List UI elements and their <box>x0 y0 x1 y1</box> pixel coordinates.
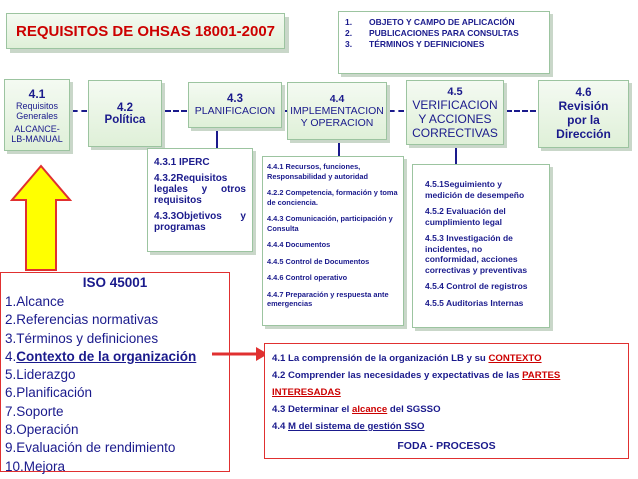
list-item-number: 4. <box>5 348 17 364</box>
verification-subitems <box>412 164 550 328</box>
pointer-arrow-icon <box>212 346 268 362</box>
connector-line <box>165 110 187 112</box>
clause-number: 4.6 <box>575 87 592 99</box>
list-item: 3.Términos y definiciones <box>5 330 159 346</box>
list-item: 4.4.1 Recursos, funciones, Responsabilidad y autoridad <box>267 162 369 181</box>
clause-label: Dirección <box>556 127 611 141</box>
list-item: 8.Operación <box>5 422 79 438</box>
clause-number: 4.5 <box>447 85 463 98</box>
context-line <box>272 401 621 418</box>
list-item: 4.3.3Objetivos y programas <box>154 211 246 233</box>
context-text: del SGSSO <box>387 404 441 415</box>
list-item: 9.Evaluación de rendimiento <box>5 440 176 456</box>
context-highlight: CONTEXTO <box>488 353 542 364</box>
context-box <box>264 343 629 459</box>
objective-item: 1. OBJETO Y CAMPO DE APLICACIÓN <box>345 17 515 27</box>
clause-label: Y ACCIONES <box>418 111 492 126</box>
clause-label: IMPLEMENTACION <box>290 105 384 117</box>
list-item: 4.4.7 Preparación y respuesta ante emergencias <box>267 289 389 308</box>
diagram-title: REQUISITOS DE OHSAS 18001-2007 <box>6 13 285 49</box>
list-item: 10.Mejora <box>5 458 66 474</box>
connector-line <box>72 110 87 112</box>
context-text: 4.1 La comprensión de la organización LB y su <box>272 353 489 364</box>
context-text: 4.4 <box>272 421 289 432</box>
context-line <box>272 367 621 384</box>
connector-line <box>455 145 457 165</box>
clause-4-6-box <box>538 80 629 148</box>
context-line <box>272 418 621 435</box>
clause-label: Y OPERACION <box>300 117 374 129</box>
list-item: 4.3.2Requisitos legales y otros requisitos <box>154 173 246 206</box>
clause-4-5-box <box>406 80 504 145</box>
connector-line <box>389 110 404 112</box>
context-underlined: M del sistema de gestión SSO <box>288 421 425 432</box>
connector-line <box>338 140 340 156</box>
list-item: 7.Soporte <box>5 403 64 419</box>
clause-4-2-box <box>88 80 162 147</box>
clause-number: 4.2 <box>117 101 133 114</box>
clause-label: por la <box>567 113 600 127</box>
list-item: 4.5.4 Control de registros <box>425 281 528 291</box>
connector-line <box>216 128 218 148</box>
clause-label: CORRECTIVAS <box>412 125 498 140</box>
clause-number: 4.3 <box>227 93 243 105</box>
clause-label: VERIFICACION <box>412 97 498 112</box>
clause-label: Política <box>104 113 146 126</box>
list-item: 4.5.1Seguimiento y medición de desempeño <box>425 179 525 200</box>
foda-label: FODA - PROCESOS <box>397 440 496 452</box>
list-item: 5.Liderazgo <box>5 367 76 383</box>
list-item: 4.4.3 Comunicación, participación y Consulta <box>267 214 393 233</box>
objective-item: 2. PUBLICACIONES PARA CONSULTAS <box>345 28 519 38</box>
connector-line <box>506 110 536 112</box>
clause-label: PLANIFICACION <box>194 105 276 117</box>
clause-label: ALCANCE- <box>14 123 60 134</box>
clause-label: Generales <box>16 110 58 121</box>
list-item: 1.Alcance <box>5 294 65 309</box>
list-item: 4.5.5 Auditorias Internas <box>425 297 524 308</box>
iso-45001-box <box>0 272 230 472</box>
context-highlight: PARTES <box>522 370 561 381</box>
clause-number: 4.1 <box>28 86 46 101</box>
context-line <box>272 384 621 401</box>
list-item: 4.4.4 Documentos <box>267 240 331 249</box>
clause-4-3-box <box>188 82 282 128</box>
implementation-subitems <box>262 156 404 326</box>
list-item: 4.3.1 IPERC <box>154 157 210 168</box>
list-item: 6.Planificación <box>5 385 93 401</box>
list-item: 2.Referencias normativas <box>5 312 159 328</box>
list-item: 4.4.6 Control operativo <box>267 273 348 282</box>
context-line <box>272 350 621 367</box>
clause-label: Requisitos <box>15 100 59 111</box>
clause-4-4-box <box>287 82 387 140</box>
clause-label: Revisión <box>558 99 609 113</box>
context-text: 4.2 Comprender las necesidades y expectativas de las <box>272 370 523 381</box>
planning-subitems <box>147 148 253 252</box>
context-highlight: alcance <box>352 404 388 415</box>
objectives-list <box>338 11 550 74</box>
clause-label: LB-MANUAL <box>11 133 63 144</box>
context-text: 4.3 Determinar el <box>272 404 352 415</box>
clause-4-1-box <box>4 79 70 151</box>
list-item: 4.5.3 Investigación de incidentes, no conformidad, acciones correctivas y preventivas <box>425 233 528 275</box>
up-arrow-icon <box>10 164 72 272</box>
list-item <box>5 348 225 366</box>
list-item: 4.4.5 Control de Documentos <box>267 256 370 266</box>
list-item: 4.5.2 Evaluación del cumplimiento legal <box>425 206 506 227</box>
context-highlight: Contexto de la organización <box>16 348 197 364</box>
context-highlight: INTERESADAS <box>272 387 341 398</box>
clause-number: 4.4 <box>329 93 345 105</box>
list-item: 4.2.2 Competencia, formación y toma de conciencia. <box>267 188 398 207</box>
objective-item: 3. TÉRMINOS Y DEFINICIONES <box>345 39 485 49</box>
iso-heading: ISO 45001 <box>82 275 148 290</box>
